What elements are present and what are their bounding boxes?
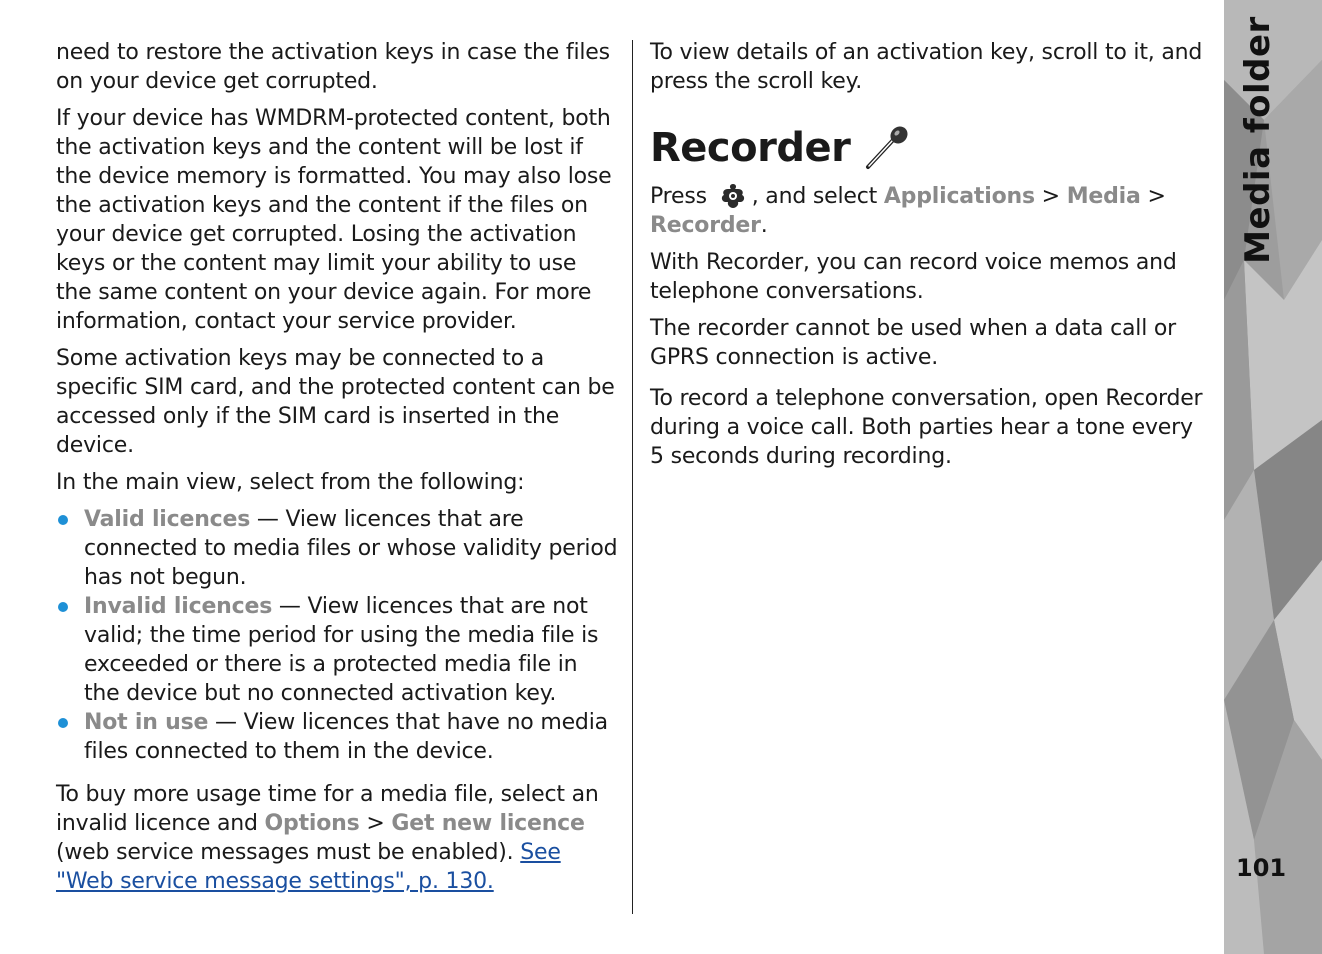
list-item: [56, 592, 618, 708]
microphone-icon: [864, 125, 910, 171]
menu-path-media[interactable]: Media: [1066, 184, 1141, 209]
menu-option-invalid-licences[interactable]: Invalid licences: [84, 594, 273, 619]
section-heading-text: Recorder: [650, 125, 851, 171]
paragraph: To view details of an activation key, scroll to it, and press the scroll key.: [650, 40, 1203, 94]
menu-path-recorder[interactable]: Recorder: [650, 213, 761, 238]
left-column: [56, 38, 618, 904]
list-item: [56, 708, 618, 766]
cross-reference-link[interactable]: See "Web service message settings", p. 130.: [56, 840, 561, 894]
bullet-icon: [58, 515, 68, 525]
bullet-icon: [58, 602, 68, 612]
menu-option-get-new-licence[interactable]: Get new licence: [391, 811, 585, 836]
paragraph: With Recorder, you can record voice memos and telephone conversations.: [650, 250, 1177, 304]
list-item-text: — View licences that are not valid; the time period for using the media file is exceeded or there is a protected media file in the device but no connected activation key.: [84, 594, 599, 706]
section-heading: [650, 124, 1212, 172]
list-item: [56, 505, 618, 592]
paragraph: The recorder cannot be used when a data call or GPRS connection is active.: [650, 316, 1177, 370]
paragraph: need to restore the activation keys in case the files on your device get corrupted.: [56, 40, 610, 94]
paragraph: In the main view, select from the following:: [56, 470, 525, 495]
list-item-text: — View licences that have no media files connected to them in the device.: [84, 710, 608, 764]
right-column: [650, 38, 1212, 479]
chapter-title: Media folder: [1238, 16, 1278, 264]
column-divider: [632, 40, 633, 914]
options-list: [56, 505, 618, 766]
menu-option-options[interactable]: Options: [264, 811, 360, 836]
paragraph: Press , and select Applications > Media > Recorder.: [650, 184, 1166, 238]
menu-option-not-in-use[interactable]: Not in use: [84, 710, 209, 735]
menu-key-icon: [718, 182, 748, 210]
paragraph: Some activation keys may be connected to a specific SIM card, and the protected content can be accessed only if the SIM card is inserted in the device.: [56, 346, 615, 458]
bullet-icon: [58, 718, 68, 728]
page-number: 101: [1236, 854, 1287, 882]
paragraph: To buy more usage time for a media file, select an invalid licence and Options > Get new licence (web service messages must be enabled). See "Web service message settings", p. 130.: [56, 782, 599, 894]
paragraph: To record a telephone conversation, open Recorder during a voice call. Both parties hear a tone every 5 seconds during recording.: [650, 386, 1203, 469]
list-item-text: — View licences that are connected to media files or whose validity period has not begun.: [84, 507, 618, 590]
paragraph: If your device has WMDRM-protected content, both the activation keys and the content will be lost if the device memory is formatted. You may also lose the activation keys and the content if the files on your device get corrupted. Losing the activation keys or the content may limit your ability to use the same content on your device again. For more information, contact your service provider.: [56, 106, 612, 334]
menu-path-applications[interactable]: Applications: [883, 184, 1035, 209]
menu-option-valid-licences[interactable]: Valid licences: [84, 507, 251, 532]
